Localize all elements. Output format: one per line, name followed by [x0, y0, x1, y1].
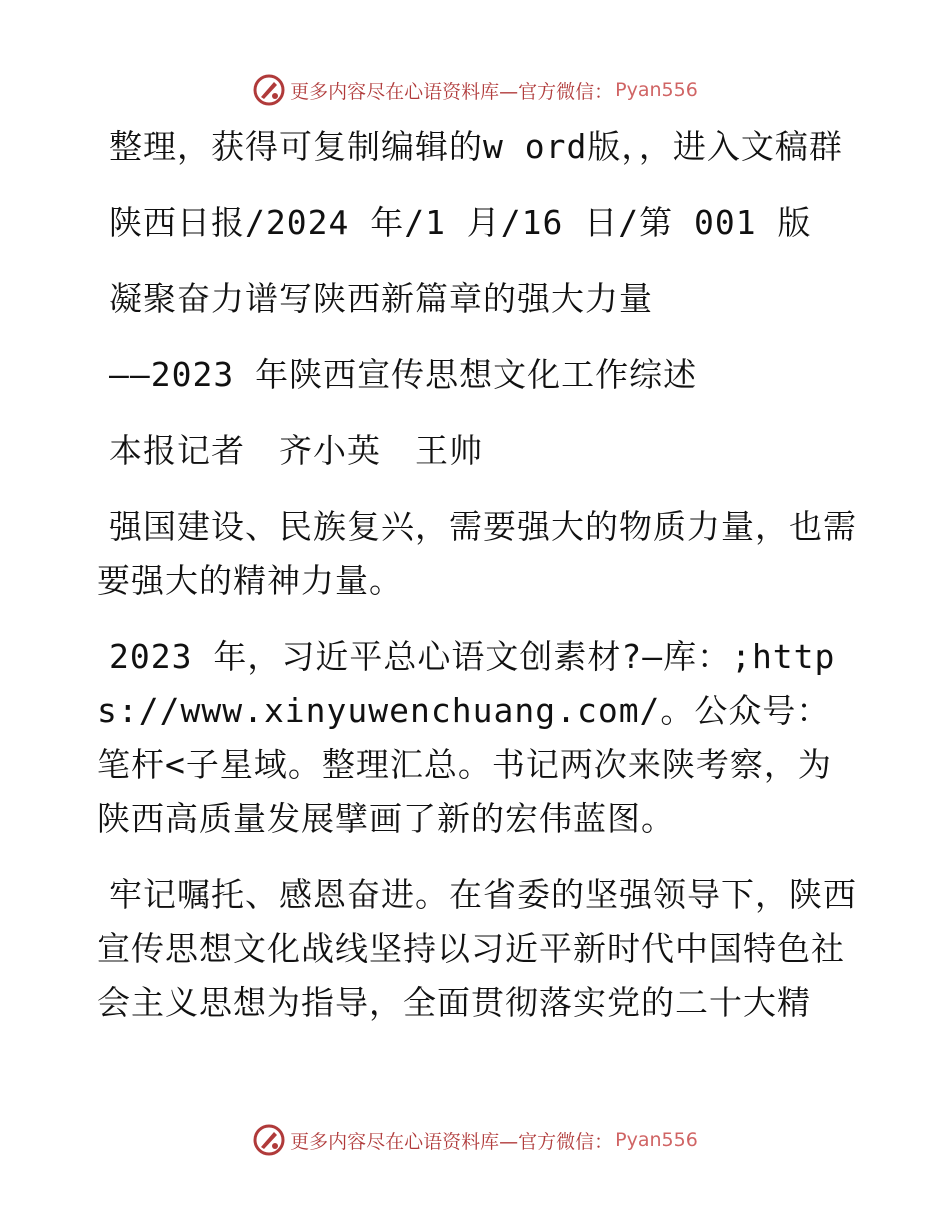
brand-logo-icon	[252, 1123, 286, 1157]
paragraph-body-1: 强国建设、民族复兴，需要强大的物质力量，也需要强大的精神力量。	[97, 507, 857, 600]
paragraph-intro: 整理，获得可复制编辑的w ord版，，进入文稿群	[109, 127, 843, 166]
document-body	[97, 120, 857, 1052]
article-byline: 本报记者 齐小英 王帅	[109, 431, 483, 470]
brand-logo-icon	[252, 73, 286, 107]
footer-watermark-banner	[0, 1120, 950, 1160]
banner-wechat-handle: Pyan556	[615, 79, 698, 101]
article-subtitle: ——2023 年陕西宣传思想文化工作综述	[109, 355, 698, 394]
article-headline: 凝聚奋力谱写陕西新篇章的强大力量	[109, 279, 653, 318]
paragraph-body-2: 2023 年，习近平总心语文创素材?—库：;https://www.xinyuwenchuang.com/。公众号：笔杆<子星域。整理汇总。书记两次来陕考察，为陕西高质量发展擘画了新的宏伟蓝图。	[97, 637, 836, 838]
banner-wechat-handle: Pyan556	[615, 1129, 698, 1151]
paragraph-body-3: 牢记嘱托、感恩奋进。在省委的坚强领导下，陕西宣传思想文化战线坚持以习近平新时代中国特色社会主义思想为指导，全面贯彻落实党的二十大精	[97, 875, 857, 1022]
banner-text: 更多内容尽在心语资料库—官方微信：	[290, 1130, 614, 1153]
banner-text: 更多内容尽在心语资料库—官方微信：	[290, 80, 614, 103]
header-watermark-banner	[0, 70, 950, 110]
paragraph-source: 陕西日报/2024 年/1 月/16 日/第 001 版	[109, 203, 812, 242]
